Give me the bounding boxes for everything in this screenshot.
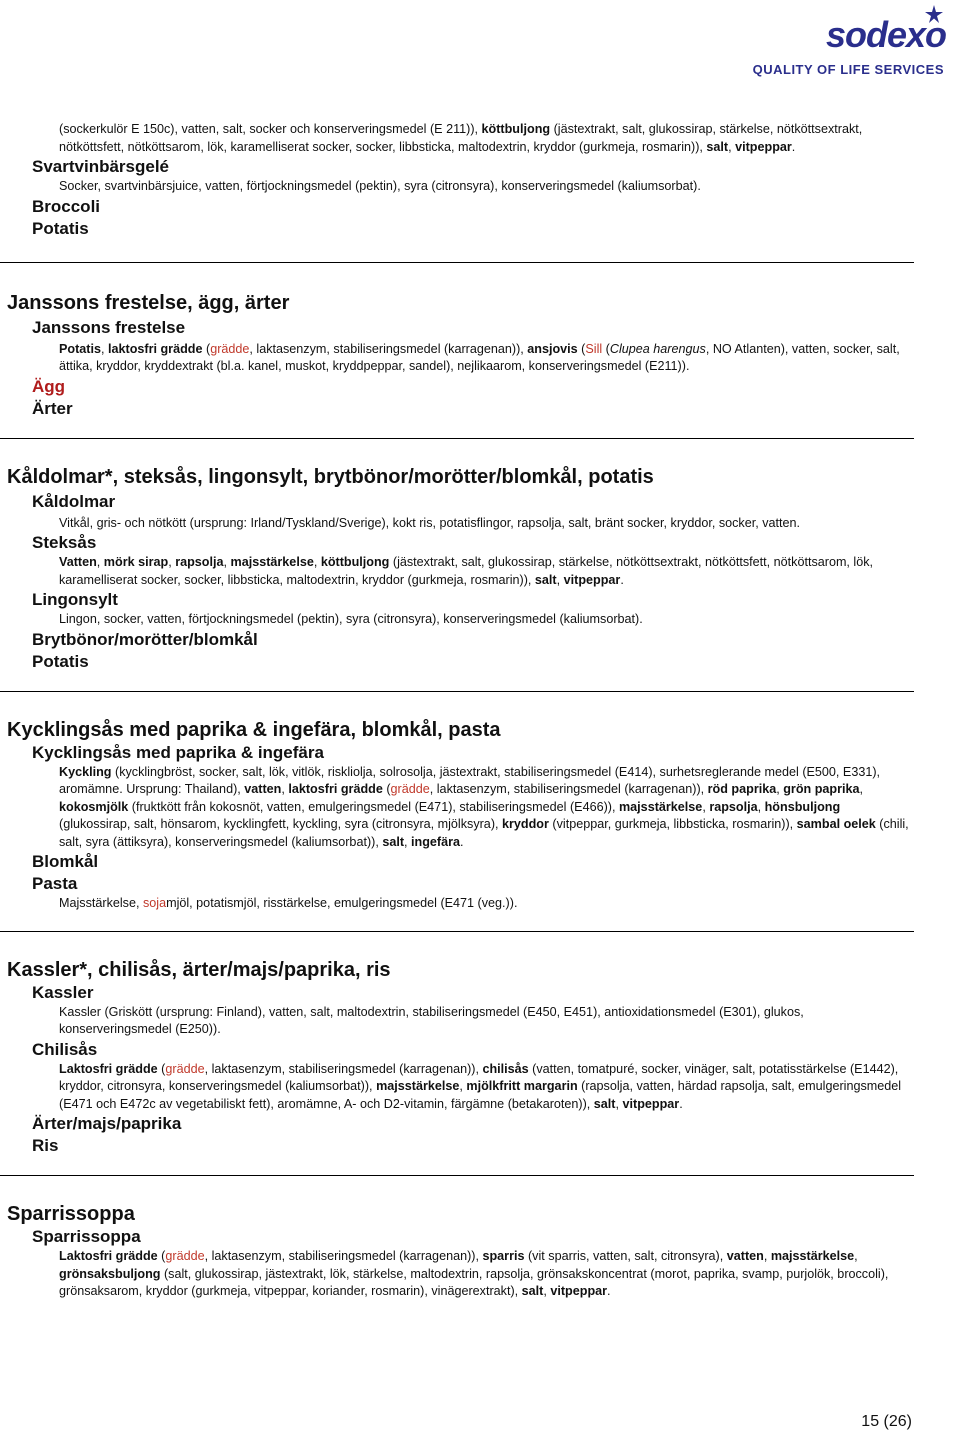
dish-title: Kassler*, chilisås, ärter/majs/paprika, ris xyxy=(7,958,391,981)
component-name: Kassler xyxy=(32,982,94,1002)
divider xyxy=(0,1175,914,1226)
brand-wordmark: sodexo xyxy=(825,14,946,55)
component-name: Potatis xyxy=(32,651,89,671)
component-name: Broccoli xyxy=(32,196,101,216)
component-name: Chilisås xyxy=(32,1039,98,1059)
document-body xyxy=(0,121,960,1301)
intro-ingredients: (sockerkulör E 150c), vatten, salt, socker och konserveringsmedel (E 211)), köttbuljong (jästextrakt, salt, glukossirap, stärkelse, nötköttsextrakt, nötköttsfett, nötköttsarom, lök, karamelliserat socker, socker, libbsticka, maltodextrin, kryddor (gurkmeja, rosmarin)), salt, vitpeppar. xyxy=(59,122,863,154)
page-number: 15 (26) xyxy=(861,1413,912,1430)
component-ingredients: Vitkål, gris- och nötkött (ursprung: Irland/Tyskland/Sverige), kokt ris, potatisflingor, rapsolja, salt, bränt socker, kryddor, socker, vatten. xyxy=(59,515,801,530)
component-name: Kåldolmar xyxy=(32,491,116,511)
component-name: Pasta xyxy=(32,874,78,893)
component-ingredients: Vatten, mörk sirap, rapsolja, majsstärkelse, köttbuljong (jästextrakt, salt, glukossirap, stärkelse, nötköttsextrakt, nötköttsfett, nötköttsarom, lök, karamelliserat socker, socker, libbsticka, maltodextrin, kryddor (gurkmeja, rosmarin)), salt, vitpeppar. xyxy=(59,555,874,587)
component-name: Steksås xyxy=(32,533,97,552)
dish-kaldolmar xyxy=(0,438,960,673)
dish-title: Janssons frestelse, ägg, ärter xyxy=(7,291,290,314)
dish-kassler xyxy=(0,931,960,1158)
component-ingredients: Socker, svartvinbärsjuice, vatten, förtjockningsmedel (pektin), syra (citronsyra), konserveringsmedel (kaliumsorbat). xyxy=(59,179,701,193)
intro-section xyxy=(0,121,960,240)
divider xyxy=(0,438,914,489)
divider xyxy=(0,691,914,742)
dish-janssons xyxy=(0,262,960,420)
component-name: Kycklingsås med paprika & ingefära xyxy=(32,742,324,762)
component-ingredients: Laktosfri grädde (grädde, laktasenzym, stabiliseringsmedel (karragenan)), chilisås (vatten, tomatpuré, socker, vinäger, salt, potatisstärkelse (E1442), kryddor, citronsyra, konserveringsmedel (kaliumsorbat)), majsstärkelse, mjölkfritt margarin (rapsolja, vatten, härdad rapsolja, salt, emulgeringsmedel (E471 och E472c av vegetabiliskt fett), aromämne, A- och D2-vitamin, färgämne (betakaroten)), salt, vitpeppar. xyxy=(59,1061,902,1111)
component-ingredients: Lingon, socker, vatten, förtjockningsmedel (pektin), syra (citronsyra), konserveringsmedel (kaliumsorbat). xyxy=(59,612,643,626)
component-ingredients: Kyckling (kycklingbröst, socker, salt, lök, vitlök, riskliolja, solrosolja, jästextrakt, stabiliseringsmedel (E414), surhetsreglerande medel (E500, E331), aromämne. Ursprung: Thailand), vatten, laktosfri grädde (grädde, laktasenzym, stabiliseringsmedel (karragenan)), röd paprika, grön paprika, kokosmjölk (fruktkött från kokosnöt, vatten, emulgeringsmedel (E471), stabiliseringsmedel (E466)), majsstärkelse, rapsolja, hönsbuljong (glukossirap, salt, hönsarom, kycklingfett, kyckling, syra (citronsyra, mjölksyra), kryddor (vitpeppar, gurkmeja, libbsticka, rosmarin)), sambal oelek (chili, salt, syra (ättiksyra), konserveringsmedel (kaliumsorbat)), salt, ingefära. xyxy=(59,764,909,849)
brand-tagline: QUALITY OF LIFE SERVICES xyxy=(752,62,944,77)
component-name: Ärter xyxy=(32,398,73,418)
component-name: Brytbönor/morötter/blomkål xyxy=(32,629,258,649)
dish-title: Kåldolmar*, steksås, lingonsylt, brytbönor/morötter/blomkål, potatis xyxy=(7,465,654,488)
component-name: Sparrissoppa xyxy=(32,1227,141,1246)
component-name: Ägg xyxy=(32,376,66,396)
divider xyxy=(0,931,914,982)
component-name: Lingonsylt xyxy=(32,590,118,609)
sodexo-logo xyxy=(752,4,952,78)
dish-kyckling xyxy=(0,691,960,913)
dish-title: Kycklingsås med paprika & ingefära, blomkål, pasta xyxy=(7,718,501,741)
component-name: Blomkål xyxy=(32,852,99,871)
component-ingredients: Laktosfri grädde (grädde, laktasenzym, stabiliseringsmedel (karragenan)), sparris (vit sparris, vatten, salt, citronsyra), vatten, majsstärkelse, grönsaksbuljong (salt, glukossirap, jästextrakt, lök, stärkelse, maltodextrin, rapsolja, grönsakskoncentrat (morot, paprika, svamp, purjolök, broccoli), grönsaksarom, kryddor (gurkmeja, vitpeppar, koriander, rosmarin), vinägerextrakt), salt, vitpeppar. xyxy=(59,1249,889,1298)
component-name: Ris xyxy=(32,1136,59,1155)
component-ingredients: Majsstärkelse, sojamjöl, potatismjöl, risstärkelse, emulgeringsmedel (E471 (veg.)). xyxy=(59,896,518,910)
component-name: Svartvinbärsgelé xyxy=(32,157,170,176)
component-name: Potatis xyxy=(32,218,89,238)
component-ingredients: Kassler (Griskött (ursprung: Finland), vatten, salt, maltodextrin, stabiliseringsmedel (E450, E451), antioxidationsmedel (E301), glukos, konserveringsmedel (E250)). xyxy=(59,1004,804,1036)
dish-title: Sparrissoppa xyxy=(7,1203,135,1225)
component-name: Ärter/majs/paprika xyxy=(32,1114,182,1133)
component-name: Janssons frestelse xyxy=(32,317,186,337)
divider xyxy=(0,262,914,315)
component-ingredients: Potatis, laktosfri grädde (grädde, laktasenzym, stabiliseringsmedel (karragenan)), ansjovis (Sill (Clupea harengus, NO Atlanten), vatten, socker, salt, ättika, kryddor, kryddextrakt (bl.a. kanel, muskot, kryddpeppar, sandel), nejlikaarom, konserveringsmedel (E211)). xyxy=(59,341,900,373)
dish-sparrissoppa xyxy=(0,1175,960,1301)
